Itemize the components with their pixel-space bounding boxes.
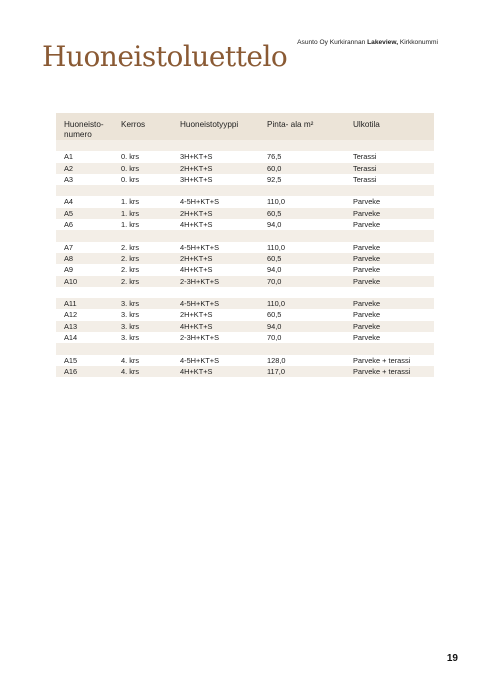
table-row: [56, 151, 434, 162]
table-row: [56, 185, 434, 196]
cell-floor: 4. krs: [121, 355, 140, 365]
table-row: [56, 253, 434, 264]
cell-floor: 1. krs: [121, 220, 140, 230]
cell-area: 60,5: [267, 253, 282, 263]
cell-outdoor: Parveke + terassi: [353, 366, 411, 376]
cell-outdoor: Parveke: [353, 321, 381, 331]
cell-type: 3H+KT+S: [180, 152, 213, 162]
table-row: [56, 343, 434, 354]
cell-outdoor: Terassi: [353, 163, 377, 173]
cell-type: 2-3H+KT+S: [180, 333, 220, 343]
cell-area: 60,5: [267, 310, 282, 320]
cell-type: 4H+KT+S: [180, 366, 213, 376]
table-row: [56, 242, 434, 253]
cell-area: 110,0: [267, 299, 285, 309]
cell-area: 94,0: [267, 265, 282, 275]
cell-outdoor: Terassi: [353, 152, 377, 162]
cell-floor: 2. krs: [121, 265, 140, 275]
table-row: [56, 219, 434, 230]
table-row: [56, 208, 434, 219]
cell-outdoor: Parveke: [353, 310, 381, 320]
cell-floor: 1. krs: [121, 197, 140, 207]
cell-type: 2H+KT+S: [180, 208, 213, 218]
cell-area: 76,5: [267, 152, 282, 162]
cell-floor: 0. krs: [121, 163, 140, 173]
page-number: 19: [446, 653, 458, 664]
cell-type: 4H+KT+S: [180, 321, 213, 331]
project-note-suffix: Kirkkonummi: [398, 39, 438, 46]
cell-outdoor: Parveke: [353, 276, 381, 286]
cell-outdoor: Parveke: [353, 197, 381, 207]
cell-apartment-number: A12: [64, 310, 78, 320]
cell-apartment-number: A4: [64, 197, 74, 207]
table-row: [56, 163, 434, 174]
cell-area: 70,0: [267, 276, 282, 286]
cell-floor: 0. krs: [121, 152, 140, 162]
cell-outdoor: Parveke: [353, 299, 381, 309]
cell-apartment-number: A1: [64, 152, 74, 162]
header-apartment-number: [64, 120, 104, 140]
cell-apartment-number: A10: [64, 276, 78, 286]
table-row: [56, 140, 434, 151]
table-row: [56, 287, 434, 298]
cell-floor: 3. krs: [121, 321, 140, 331]
cell-outdoor: Parveke: [353, 333, 381, 343]
cell-apartment-number: A14: [64, 333, 78, 343]
cell-floor: 2. krs: [121, 242, 140, 252]
cell-floor: 2. krs: [121, 276, 140, 286]
cell-area: 70,0: [267, 333, 282, 343]
cell-type: 4-5H+KT+S: [180, 197, 220, 207]
cell-area: 110,0: [267, 242, 285, 252]
project-note: [297, 39, 438, 46]
cell-outdoor: Parveke: [353, 253, 381, 263]
table-row: [56, 298, 434, 309]
cell-apartment-number: A2: [64, 163, 74, 173]
header-floor: Kerros: [121, 120, 146, 129]
cell-outdoor: Terassi: [353, 174, 377, 184]
cell-area: 60,0: [267, 163, 282, 173]
table-row: [56, 230, 434, 241]
cell-type: 4-5H+KT+S: [180, 242, 220, 252]
table-row: [56, 276, 434, 287]
cell-floor: 4. krs: [121, 366, 140, 376]
cell-apartment-number: A9: [64, 265, 74, 275]
table-header: [56, 113, 434, 140]
cell-type: 2H+KT+S: [180, 253, 213, 263]
table-body: [56, 140, 434, 377]
header-area: Pinta- ala m²: [267, 120, 314, 129]
cell-outdoor: Parveke + terassi: [353, 355, 411, 365]
cell-outdoor: Parveke: [353, 220, 381, 230]
header-type: Huoneistotyyppi: [180, 120, 239, 129]
cell-area: 128,0: [267, 355, 286, 365]
cell-outdoor: Parveke: [353, 242, 381, 252]
cell-type: 4-5H+KT+S: [180, 355, 220, 365]
cell-floor: 3. krs: [121, 310, 140, 320]
cell-apartment-number: A16: [64, 366, 78, 376]
project-note-prefix: Asunto Oy Kurkirannan: [297, 39, 368, 46]
table-row: [56, 332, 434, 343]
cell-apartment-number: A8: [64, 253, 74, 263]
cell-apartment-number: A15: [64, 355, 78, 365]
cell-floor: 2. krs: [121, 253, 140, 263]
table-row: [56, 355, 434, 366]
cell-type: 4-5H+KT+S: [180, 299, 220, 309]
page-title: Huoneistoluettelo: [42, 40, 288, 73]
table-row: [56, 321, 434, 332]
cell-area: 94,0: [267, 220, 282, 230]
cell-type: 2H+KT+S: [180, 163, 213, 173]
cell-area: 60,5: [267, 208, 282, 218]
cell-apartment-number: A3: [64, 174, 74, 184]
cell-floor: 1. krs: [121, 208, 140, 218]
cell-area: 110,0: [267, 197, 285, 207]
project-note-name: Lakeview,: [367, 39, 399, 46]
cell-apartment-number: A13: [64, 321, 78, 331]
cell-type: 3H+KT+S: [180, 174, 213, 184]
table-row: [56, 174, 434, 185]
table-row: [56, 264, 434, 275]
header-apartment-number-line2: numero: [64, 130, 92, 139]
cell-type: 2-3H+KT+S: [180, 276, 220, 286]
cell-area: 117,0: [267, 366, 285, 376]
cell-area: 92,5: [267, 174, 282, 184]
cell-apartment-number: A6: [64, 220, 74, 230]
cell-floor: 3. krs: [121, 333, 140, 343]
cell-outdoor: Parveke: [353, 208, 381, 218]
cell-outdoor: Parveke: [353, 265, 381, 275]
table-row: [56, 366, 434, 377]
cell-apartment-number: A5: [64, 208, 74, 218]
cell-area: 94,0: [267, 321, 282, 331]
cell-apartment-number: A11: [64, 299, 77, 309]
apartment-table: [56, 113, 434, 377]
cell-apartment-number: A7: [64, 242, 74, 252]
cell-floor: 0. krs: [121, 174, 140, 184]
header-outdoor: Ulkotila: [353, 120, 380, 129]
cell-type: 4H+KT+S: [180, 220, 213, 230]
table-row: [56, 196, 434, 207]
cell-type: 4H+KT+S: [180, 265, 213, 275]
table-row: [56, 309, 434, 320]
cell-floor: 3. krs: [121, 299, 140, 309]
header-apartment-number-line1: Huoneisto-: [64, 120, 104, 129]
cell-type: 2H+KT+S: [180, 310, 213, 320]
